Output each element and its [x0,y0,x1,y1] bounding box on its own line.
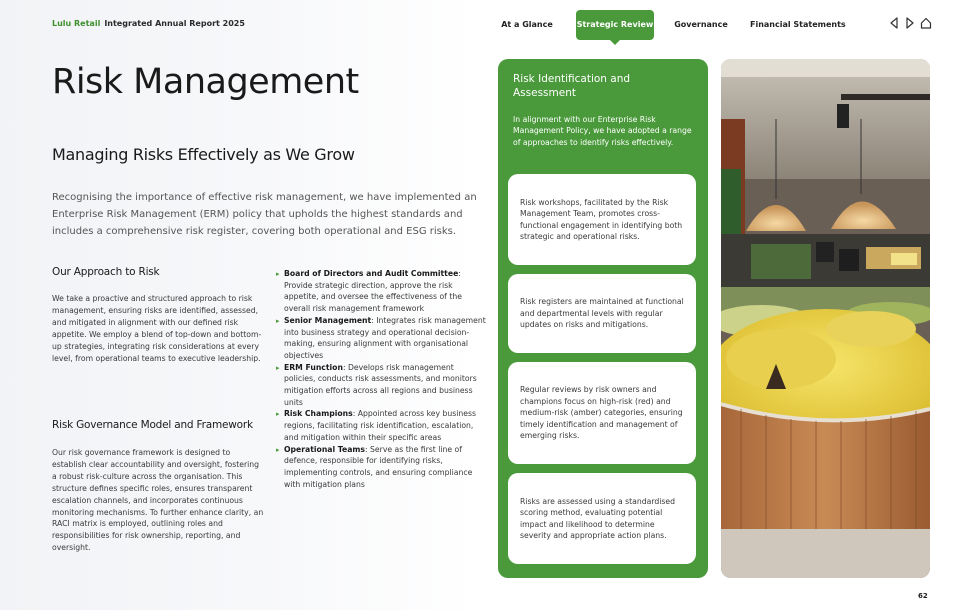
approach-card [508,174,696,265]
bullet-triangle-icon: ▸ [276,445,280,454]
role-item [276,268,486,315]
role-name: ERM Function [284,362,343,372]
approach-card [508,473,696,564]
role-description: : Serve as the first line of defence, responsible for identifying risks, implementing controls, and ensuring compliance with mitigation plans [284,444,473,489]
card-text: Risks are assessed using a standardised scoring method, evaluating potential impact and likelihood to determine severity and appropriate action plans. [520,496,675,540]
risk-identification-panel [498,59,708,578]
next-page-icon[interactable] [904,17,916,29]
approach-card [508,274,696,353]
role-description: : Integrates risk management into business strategy and operational decision-making, ensuring alignment with organisational objectives [284,315,486,360]
role-name: Operational Teams [284,444,366,454]
report-header [52,19,245,28]
approach-text: We take a proactive and structured approach to risk management, ensuring risks are identified, assessed, and mitigated in alignment with our defined risk appetite. We employ a blend of top-down and bottom-up strategies, integrating risk considerations at every level, from operational teams to executive leadership. [52,294,262,363]
role-item [276,315,486,362]
role-name: Risk Champions [284,409,353,419]
panel-intro: In alignment with our Enterprise Risk Management Policy, we have adopted a range of approaches to identify risks effectively. [513,115,692,147]
brand-name: Lulu Retail [52,19,101,28]
role-description: : Provide strategic direction, approve the risk appetite, and oversee the effectiveness of the overall risk management framework [284,269,462,314]
governance-text: Our risk governance framework is designed to establish clear accountability and oversight, fostering a robust risk-culture across the organisation. This structure defines specific roles, ensures transparent escalation channels, and incorporates continuous monitoring mechanisms. To further enhance clarity, an RACI matrix is employed, outlining roles and responsibilities for risk ownership, reporting, and oversight. [52,448,264,553]
nav-financial-statements[interactable]: Financial Statements [750,20,846,29]
store-produce-photo [721,59,930,578]
role-item [276,362,486,409]
role-item [276,408,486,443]
card-text: Risk registers are maintained at functional and departmental levels with regular updates on risks and mitigations. [520,297,684,330]
intro-paragraph: Recognising the importance of effective risk management, we have implemented an Enterprise Risk Management (ERM) policy that upholds the highest standards and includes a comprehensive risk register, covering both operational and ESG risks. [52,192,477,237]
page-subtitle: Managing Risks Effectively as We Grow [52,145,355,164]
role-item [276,444,486,491]
role-name: Board of Directors and Audit Committee [284,269,459,278]
governance-heading: Risk Governance Model and Framework [52,419,253,431]
role-name: Senior Management [284,315,372,325]
role-description: : Appointed across key business regions, facilitating risk identification, escalation, and mitigation within their specific areas [284,409,477,442]
report-title: Integrated Annual Report 2025 [104,19,245,28]
role-description: : Develops risk management policies, conducts risk assessments, and monitors mitigation efforts across all regions and business units [284,362,477,407]
nav-strategic-review[interactable]: Strategic Review [576,10,654,40]
page-title: Risk Management [52,62,359,102]
nav-at-a-glance[interactable]: At a Glance [501,20,553,29]
card-text: Risk workshops, facilitated by the Risk Management Team, promotes cross-functional engagement in identifying both strategic and operational risks. [520,197,683,241]
panel-title: Risk Identification and Assessment [513,73,631,99]
previous-page-icon[interactable] [888,17,900,29]
bullet-triangle-icon: ▸ [276,316,280,325]
page-number: 62 [918,592,928,600]
card-text: Regular reviews by risk owners and champions focus on high-risk (red) and medium-risk (amber) categories, ensuring timely identification and management of emerging risks. [520,385,683,441]
approach-heading: Our Approach to Risk [52,266,160,278]
governance-roles-list [276,268,486,490]
home-icon[interactable] [920,17,932,29]
bullet-triangle-icon: ▸ [276,270,280,278]
nav-governance[interactable]: Governance [674,20,728,29]
approach-card [508,362,696,464]
bullet-triangle-icon: ▸ [276,363,280,372]
bullet-triangle-icon: ▸ [276,410,280,419]
